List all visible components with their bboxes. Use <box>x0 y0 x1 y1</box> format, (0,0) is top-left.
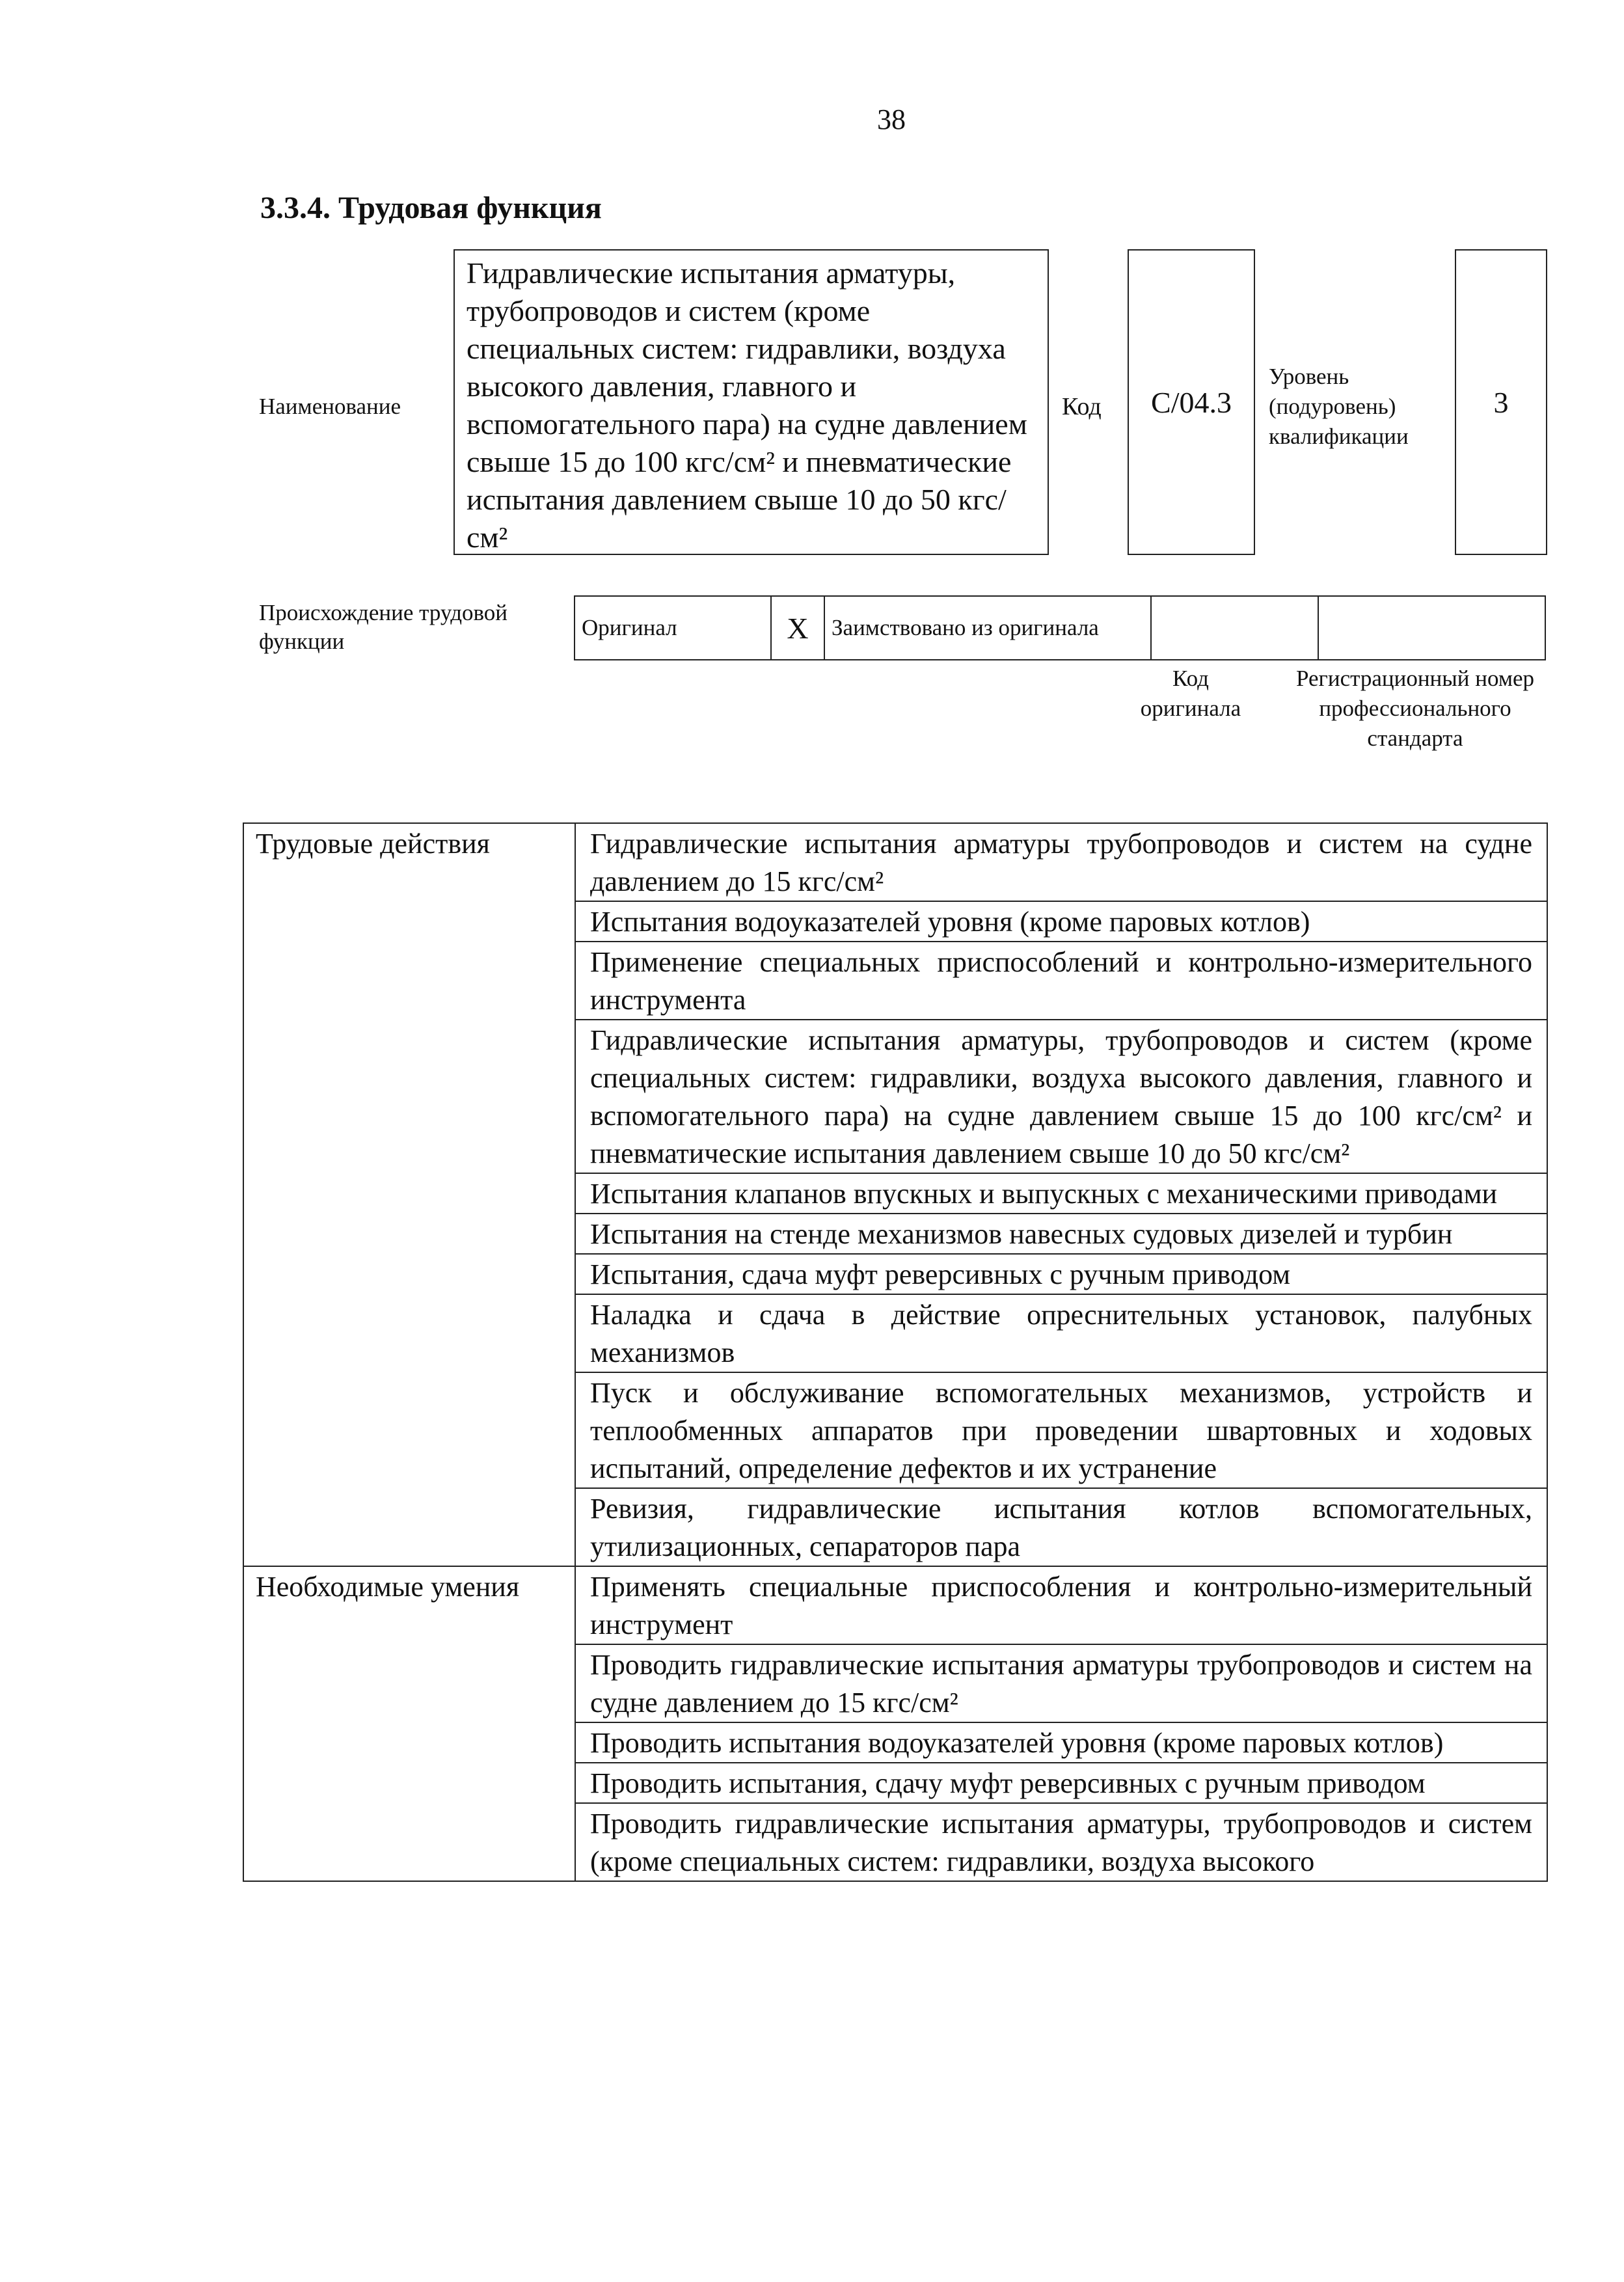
list-item: Испытания клапанов впускных и выпускных с механическими приводами <box>575 1173 1547 1214</box>
list-item: Испытания на стенде механизмов навесных судовых дизелей и турбин <box>575 1214 1547 1254</box>
list-item: Проводить испытания, сдачу муфт реверсивных с ручным приводом <box>575 1763 1547 1803</box>
original-label: Оригинал <box>582 615 677 640</box>
origin-label: Происхождение трудовой функции <box>259 600 508 654</box>
table-row <box>243 823 1547 901</box>
list-item: Гидравлические испытания арматуры трубопроводов и систем на судне давлением до 15 кгс/см² <box>575 823 1547 901</box>
origin-table <box>574 595 1546 660</box>
list-item: Гидравлические испытания арматуры, трубопроводов и систем (кроме специальных систем: гидравлики, воздуха высокого давления, главного и вспомогательного пара) на судне давлением свыше 15 до 100 кгс/см² и пневматические испытания давлением свыше 10 до 50 кгс/см² <box>575 1020 1547 1173</box>
name-label: Наименование <box>259 394 401 419</box>
list-item: Применять специальные приспособления и контрольно-измерительный инструмент <box>575 1566 1547 1644</box>
code-value: С/04.3 <box>1151 385 1232 419</box>
section-title-cell: Трудовые действия <box>243 823 575 1566</box>
level-label: Уровень (подуровень) квалификации <box>1269 364 1409 449</box>
code-label: Код <box>1062 393 1102 420</box>
function-details-body <box>243 823 1547 1881</box>
list-item: Испытания, сдача муфт реверсивных с ручным приводом <box>575 1254 1547 1294</box>
list-item: Ревизия, гидравлические испытания котлов вспомогательных, утилизационных, сепараторов пара <box>575 1488 1547 1566</box>
list-item: Испытания водоуказателей уровня (кроме паровых котлов) <box>575 901 1547 942</box>
code-box <box>1128 249 1255 555</box>
list-item: Проводить испытания водоуказателей уровня (кроме паровых котлов) <box>575 1722 1547 1763</box>
list-item: Проводить гидравлические испытания арматуры, трубопроводов и систем (кроме специальных систем: гидравлики, воздуха высокого <box>575 1803 1547 1881</box>
reg-number-cell <box>1318 596 1545 660</box>
section-title-cell: Необходимые умения <box>243 1566 575 1881</box>
function-name: Гидравлические испытания арматуры, трубопроводов и систем (кроме специальных систем: гидравлики, воздуха высокого давления, главного и вспомогательного пара) на судне давлением свыше 15 до 100 кгс/см² и пневматические испытания давлением свыше 10 до 50 кгс/см² <box>467 256 1027 554</box>
original-mark: X <box>787 611 809 645</box>
section-title: 3.3.4. Трудовая функция <box>260 191 602 225</box>
original-code-caption: Код оригинала <box>1140 666 1241 721</box>
borrowed-label: Заимствовано из оригинала <box>832 615 1099 640</box>
original-mark-cell <box>771 596 824 660</box>
borrowed-label-cell <box>824 596 1151 660</box>
original-code-cell <box>1151 596 1318 660</box>
list-item: Применение специальных приспособлений и контрольно-измерительного инструмента <box>575 942 1547 1020</box>
list-item: Проводить гидравлические испытания арматуры трубопроводов и систем на судне давлением до 15 кгс/см² <box>575 1644 1547 1722</box>
list-item: Наладка и сдача в действие опреснительных установок, палубных механизмов <box>575 1294 1547 1372</box>
function-name-box <box>453 249 1049 555</box>
page-number: 38 <box>877 103 906 135</box>
level-value: 3 <box>1493 385 1509 419</box>
table-row <box>243 1566 1547 1644</box>
list-item: Пуск и обслуживание вспомогательных механизмов, устройств и теплообменных аппаратов при проведении швартовных и ходовых испытаний, определение дефектов и их устранение <box>575 1372 1547 1488</box>
function-details-table <box>243 822 1548 1882</box>
level-box <box>1455 249 1547 555</box>
reg-number-caption: Регистрационный номер профессионального стандарта <box>1295 666 1535 751</box>
original-label-cell <box>575 596 771 660</box>
